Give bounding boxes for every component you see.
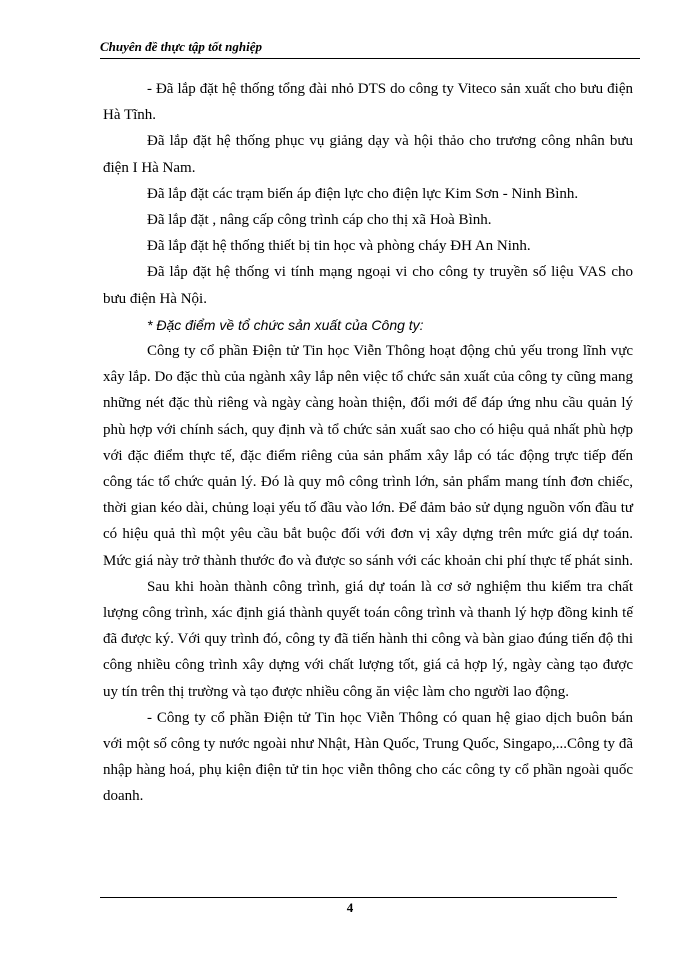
- paragraph-cable-upgrade: Đã lắp đặt , nâng cấp công trình cáp cho thị xã Hoà Bình.: [147, 212, 492, 229]
- paragraph-foreign-trade: - Công ty cổ phần Điện tử Tin học Viễn Thông có quan hệ giao dịch buôn bán với một số công ty nước ngoài như Nhật, Hàn Quốc, Trung Quốc, Singapo,...Công ty đã nhập hàng hoá, phụ kiện điện tử tin học viễn thông cho các công ty cổ phần ngoài quốc doanh.: [103, 709, 633, 805]
- footer-divider: [100, 897, 617, 898]
- page-number: 4: [346, 900, 354, 915]
- paragraph-it-fire-equipment: Đã lắp đặt hệ thống thiết bị tin học và phòng cháy ĐH An Ninh.: [147, 238, 531, 255]
- paragraph-project-completion: Sau khi hoàn thành công trình, giá dự toán là cơ sở nghiệm thu kiểm tra chất lượng công trình, xác định giá thành quyết toán công trình và thanh lý hợp đồng kinh tế đã được ký. Với quy trình đó, công ty đã tiến hành thi công và bàn giao đúng tiến độ thi công nhiều công trình xây dựng với chất lượng tốt, giá cả hợp lý, ngày càng tạo được uy tín trên thị trường và tạo được nhiều công ăn việc làm cho người lao động.: [103, 578, 633, 700]
- paragraph-network-installation: Đã lắp đặt hệ thống vi tính mạng ngoại vi cho công ty truyền số liệu VAS cho bưu điện Hà Nội.: [103, 264, 633, 307]
- paragraph-training-system: Đã lắp đặt hệ thống phục vụ giảng dạy và hội thảo cho trương công nhân bưu điện I Hà Nam.: [103, 133, 633, 176]
- paragraph-dts-installation: - Đã lắp đặt hệ thống tổng đài nhỏ DTS do công ty Viteco sản xuất cho bưu điện Hà Tĩnh.: [103, 81, 633, 124]
- header-title: Chuyên đề thực tập tốt nghiệp: [100, 39, 262, 54]
- paragraph-production-organization: Công ty cổ phần Điện tử Tin học Viễn Thông hoạt động chủ yếu trong lĩnh vực xây lắp. Do đặc thù của ngành xây lắp nên việc tổ chức sản xuất của công ty cũng mang những nét đặc thù riêng và ngày càng hoàn thiện, đổi mới để đáp ứng nhu cầu quản lý phù hợp với chính sách, quy định và tổ chức sản xuất sao cho có hiệu quả nhất phù hợp với đặc điểm thực tế, đặc điểm riêng của sản phẩm xây lắp có tác động trực tiếp đến công tác tổ chức quản lý. Đó là quy mô công trình lớn, sản phẩm mang tính đơn chiếc, thời gian kéo dài, chủng loại yếu tố đầu vào lớn. Để đảm bảo sử dụng nguồn vốn đầu tư có hiệu quả thì một yêu cầu bắt buộc đối với đơn vị xây dựng trên mức giá dự toán. Mức giá này trở thành thước đo và được so sánh với các khoản chi phí thực tế phát sinh.: [103, 343, 633, 569]
- page-header: [100, 38, 640, 59]
- section-heading: * Đặc điểm về tổ chức sản xuất của Công ty:: [147, 316, 424, 333]
- document-body: [103, 76, 633, 810]
- paragraph-transformer-stations: Đã lắp đặt các trạm biến áp điện lực cho điện lực Kim Sơn - Ninh Bình.: [147, 185, 579, 202]
